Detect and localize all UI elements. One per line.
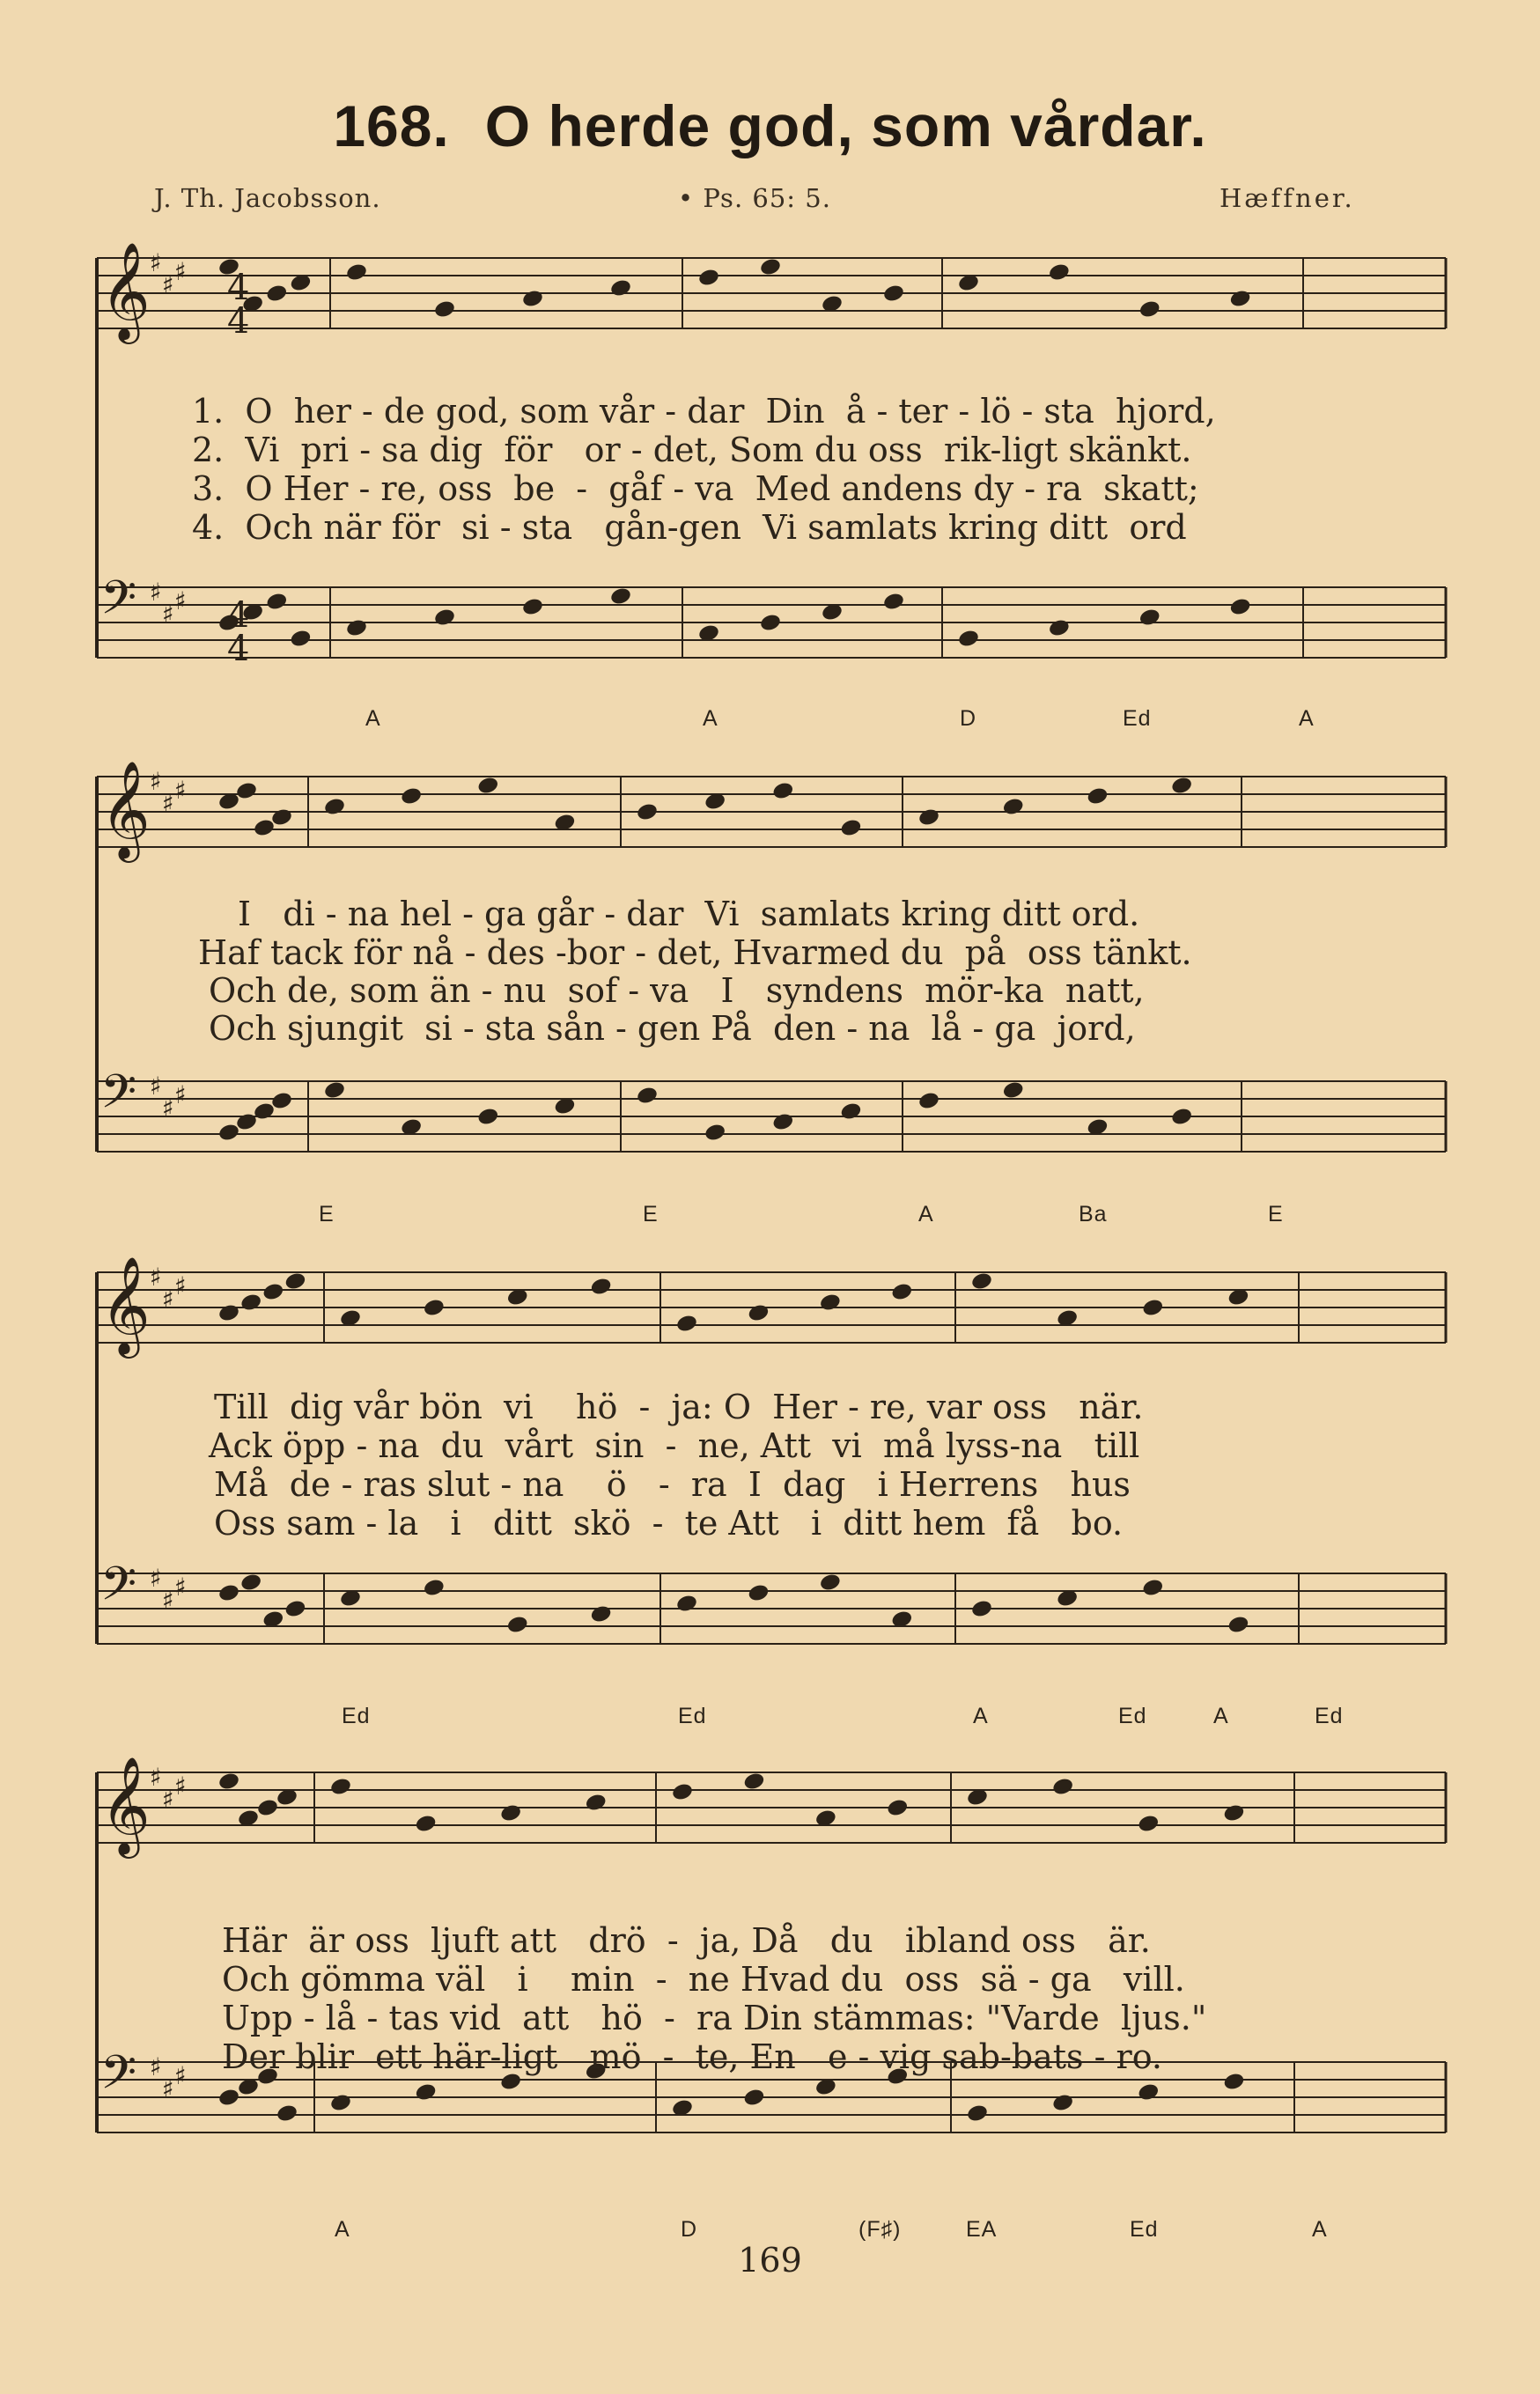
note-head [506, 1615, 529, 1635]
chord-label: Ed [342, 1704, 371, 1728]
note-head [1228, 289, 1251, 309]
note-head [882, 592, 905, 612]
note-head [1051, 1777, 1074, 1797]
note-head [329, 1777, 352, 1797]
sharp-icon: ♯ [150, 1564, 162, 1593]
note-head [585, 1793, 608, 1813]
sharp-icon: ♯ [174, 776, 187, 805]
note-head [1170, 776, 1193, 796]
note-head [262, 1282, 284, 1302]
chord-label: EA [966, 2217, 998, 2242]
note-head [253, 818, 276, 838]
time-signature-numerator: 4 [227, 268, 250, 308]
note-head [1137, 1814, 1160, 1834]
lyric-line: 3. O Her - re, oss be - gåf - va Med andens dy - ra skatt; [192, 469, 1199, 508]
lyric-line: Och sjungit si - sta sån - gen På den - na lå - ga jord, [209, 1009, 1136, 1048]
note-head [1138, 608, 1161, 628]
treble-clef-icon: 𝄞 [100, 241, 151, 340]
lyric-line: I di - na hel - ga går - dar Vi samlats kring ditt ord. [238, 895, 1140, 933]
note-head [771, 1112, 794, 1132]
chord-label: Ed [678, 1704, 707, 1728]
chord-label: Ed [1123, 706, 1152, 731]
note-head [589, 1604, 612, 1624]
note-head [839, 818, 862, 838]
sharp-icon: ♯ [150, 1763, 162, 1792]
note-head [217, 1583, 240, 1603]
chord-label: Ba [1079, 1202, 1108, 1226]
lyric-line: Här är oss ljuft att drö - ja, Då du ibland oss är. [222, 1921, 1151, 1960]
note-head [265, 592, 288, 612]
note-head [747, 1303, 770, 1323]
note-head [1141, 1578, 1164, 1598]
note-head [270, 807, 293, 828]
note-head [917, 1091, 940, 1111]
note-head [917, 807, 940, 828]
sharp-icon: ♯ [150, 578, 162, 607]
sharp-icon: ♯ [162, 1586, 174, 1615]
chord-label: D [960, 706, 977, 731]
sharp-icon: ♯ [162, 1094, 174, 1123]
note-head [217, 1303, 240, 1323]
lyric-line: 2. Vi pri - sa dig för or - det, Som du oss rik-ligt skänkt. [192, 431, 1192, 469]
chord-label: (F♯) [858, 2217, 902, 2242]
note-head [819, 1573, 842, 1593]
time-signature-denominator: 4 [227, 301, 250, 342]
note-head [609, 278, 632, 298]
note-head [270, 1091, 293, 1111]
sharp-icon: ♯ [174, 257, 187, 286]
note-head [433, 299, 456, 320]
note-head [521, 289, 544, 309]
note-head [345, 262, 368, 283]
note-head [675, 1314, 698, 1334]
chord-label: E [319, 1202, 335, 1226]
note-head [284, 1599, 306, 1619]
note-head [423, 1578, 446, 1598]
note-head [256, 1798, 279, 1818]
note-head [1086, 786, 1109, 807]
note-head [400, 786, 423, 807]
note-head [1002, 797, 1025, 817]
bass-clef-icon: 𝄢 [100, 2046, 137, 2111]
note-head [1138, 299, 1161, 320]
bass-clef-icon: 𝄢 [100, 1065, 137, 1131]
note-head [284, 1271, 306, 1292]
hymn-number: 168. [333, 93, 450, 158]
lyric-line: Upp - lå - tas vid att hö - ra Din stämmas: "Varde ljus." [222, 1999, 1207, 2037]
chord-label: D [681, 2217, 698, 2242]
note-head [704, 1123, 726, 1143]
note-head [839, 1101, 862, 1122]
note-head [1222, 2072, 1245, 2092]
note-head [235, 781, 258, 801]
note-head [970, 1599, 993, 1619]
note-head [217, 1123, 240, 1143]
note-head [521, 597, 544, 617]
lyric-line: Och gömma väl i min - ne Hvad du oss sä - ga vill. [222, 1960, 1185, 1999]
note-head [239, 1573, 262, 1593]
note-head [742, 1772, 765, 1792]
sharp-icon: ♯ [162, 600, 174, 629]
lyric-line: Oss sam - la i ditt skö - te Att i ditt hem få bo. [214, 1504, 1124, 1543]
lyric-line: Ack öpp - na du vårt sin - ne, Att vi må lyss-na till [209, 1426, 1140, 1465]
note-head [1048, 618, 1071, 638]
note-head [747, 1583, 770, 1603]
lyric-line: Till dig vår bön vi hö - ja: O Her - re, var oss när. [214, 1388, 1144, 1426]
chord-label: Ed [1130, 2217, 1159, 2242]
sharp-icon: ♯ [174, 1080, 187, 1109]
chord-label: E [1268, 1202, 1284, 1226]
chord-label: A [1213, 1704, 1229, 1728]
note-head [323, 797, 346, 817]
chord-label: A [365, 706, 381, 731]
note-head [329, 2093, 352, 2113]
note-head [289, 629, 312, 649]
note-head [957, 629, 980, 649]
chord-label: E [643, 1202, 659, 1226]
note-head [323, 1080, 346, 1101]
note-head [1051, 2093, 1074, 2113]
sharp-icon: ♯ [162, 1785, 174, 1814]
note-head [697, 268, 720, 288]
sharp-icon: ♯ [162, 789, 174, 818]
sharp-icon: ♯ [150, 248, 162, 277]
note-head [886, 1798, 909, 1818]
note-head [433, 608, 456, 628]
note-head [636, 802, 659, 822]
note-head [671, 1782, 694, 1802]
sharp-icon: ♯ [150, 2052, 162, 2081]
note-head [966, 2103, 989, 2124]
treble-clef-icon: 𝄞 [100, 760, 151, 858]
note-head [423, 1298, 446, 1318]
note-head [476, 776, 499, 796]
note-head [882, 284, 905, 304]
note-head [759, 613, 782, 633]
chord-label: A [973, 1704, 989, 1728]
bass-clef-icon: 𝄢 [100, 1558, 137, 1623]
psalm-reference: • Ps. 65: 5. [678, 183, 831, 213]
sharp-icon: ♯ [174, 1772, 187, 1801]
note-head [217, 1772, 240, 1792]
note-head [1228, 597, 1251, 617]
chord-label: Ed [1118, 1704, 1147, 1728]
sharp-icon: ♯ [150, 1263, 162, 1292]
note-head [771, 781, 794, 801]
chord-label: A [703, 706, 718, 731]
bass-clef-icon: 𝄢 [100, 571, 137, 637]
note-head [675, 1594, 698, 1614]
note-head [819, 1293, 842, 1313]
note-head [1048, 262, 1071, 283]
sharp-icon: ♯ [162, 2074, 174, 2103]
chord-label: A [1299, 706, 1315, 731]
note-head [414, 1814, 437, 1834]
note-head [589, 1277, 612, 1297]
chord-label: Ed [1315, 1704, 1344, 1728]
chord-label: A [1312, 2217, 1328, 2242]
lyric-line: Och de, som än - nu sof - va I syndens mör-ka natt, [209, 971, 1145, 1010]
lyric-line: Haf tack för nå - des -bor - det, Hvarmed du på oss tänkt. [198, 933, 1192, 972]
note-head [1170, 1107, 1193, 1127]
lyric-line: 1. O her - de god, som vår - dar Din å - ter - lö - sta hjord, [192, 392, 1216, 431]
page-number: 169 [738, 2241, 802, 2280]
sharp-icon: ♯ [150, 1072, 162, 1101]
author-credit: J. Th. Jacobsson. [154, 183, 381, 213]
sharp-icon: ♯ [162, 1285, 174, 1314]
chord-label: A [918, 1202, 934, 1226]
note-head [970, 1271, 993, 1292]
chord-label: A [335, 2217, 350, 2242]
composer-credit: Hæffner. [1219, 183, 1355, 213]
note-head [1002, 1080, 1025, 1101]
sharp-icon: ♯ [174, 1573, 187, 1602]
treble-clef-icon: 𝄞 [100, 1756, 151, 1854]
note-head [217, 2088, 240, 2108]
note-head [276, 2103, 298, 2124]
note-head [636, 1086, 659, 1106]
note-head [253, 1101, 276, 1122]
sharp-icon: ♯ [174, 1271, 187, 1300]
note-head [239, 1293, 262, 1313]
note-head [759, 257, 782, 277]
note-head [1141, 1298, 1164, 1318]
treble-clef-icon: 𝄞 [100, 1256, 151, 1354]
sharp-icon: ♯ [174, 2061, 187, 2090]
time-signature-denominator: 4 [227, 629, 250, 669]
note-head [1227, 1615, 1249, 1635]
note-head [345, 618, 368, 638]
note-head [1137, 2082, 1160, 2103]
sharp-icon: ♯ [150, 767, 162, 796]
sharp-icon: ♯ [162, 270, 174, 299]
note-head [265, 284, 288, 304]
note-head [890, 1282, 913, 1302]
note-head [742, 2088, 765, 2108]
lyric-line: 4. Och när för si - sta gån-gen Vi samlats kring ditt ord [192, 508, 1187, 547]
hymn-title: O herde god, som vårdar. [484, 93, 1207, 158]
lyric-line: Der blir ett här-ligt mö - te, En e - vig sab-bats - ro. [222, 2037, 1163, 2076]
time-signature-numerator: 4 [227, 595, 250, 636]
note-head [476, 1107, 499, 1127]
note-head [609, 586, 632, 607]
note-head [499, 1803, 522, 1823]
note-head [414, 2082, 437, 2103]
lyric-line: Må de - ras slut - na ö - ra I dag i Herrens hus [214, 1465, 1131, 1504]
sharp-icon: ♯ [174, 586, 187, 615]
note-head [1222, 1803, 1245, 1823]
note-head [235, 1112, 258, 1132]
